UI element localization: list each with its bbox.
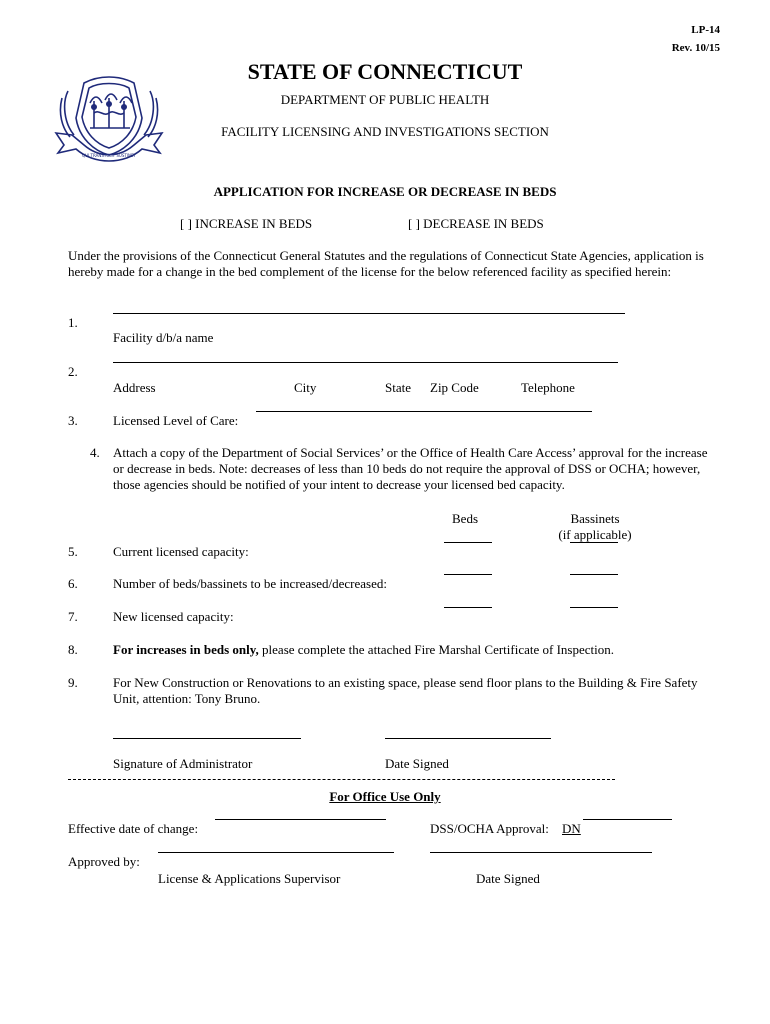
intro-paragraph: Under the provisions of the Connecticut General Statutes and the regulations of Connecticut State Agencies, application is hereby made for a change in the bed complement of the license for the below referenced facility as specified herein: <box>68 248 704 279</box>
form-number: LP-14 <box>691 24 720 36</box>
current-beds-field[interactable] <box>444 542 492 543</box>
state-label: State <box>385 380 411 395</box>
connecticut-seal-icon <box>54 73 164 168</box>
effective-date-field[interactable] <box>215 819 386 820</box>
telephone-label: Telephone <box>521 380 575 395</box>
office-date-field[interactable] <box>430 852 652 853</box>
increase-beds-checkbox[interactable]: [ ] INCREASE IN BEDS <box>180 216 313 231</box>
facility-label: Facility d/b/a name <box>113 330 214 345</box>
address-field[interactable] <box>113 362 618 363</box>
item8-emphasis: For increases in beds only, <box>113 642 259 657</box>
new-capacity-label: New licensed capacity: <box>113 609 234 624</box>
date-signed-label: Date Signed <box>385 756 449 771</box>
item-number: 7. <box>68 609 78 624</box>
column-bassinets-note: (if applicable) <box>558 527 632 542</box>
item-number: 4. <box>90 445 100 460</box>
item-number: 3. <box>68 413 78 428</box>
item8-text <box>113 642 614 658</box>
facility-name-field[interactable] <box>113 313 625 314</box>
change-beds-field[interactable] <box>444 574 492 575</box>
dss-approval-label: DSS/OCHA Approval: <box>430 821 549 836</box>
level-of-care-label: Licensed Level of Care: <box>113 413 239 428</box>
new-bassinets-field[interactable] <box>570 607 618 608</box>
item9-text: For New Construction or Renovations to an existing space, please send floor plans to the Building & Fire Safety Unit, attention: Tony Bruno. <box>113 675 698 706</box>
supervisor-label: License & Applications Supervisor <box>158 871 341 886</box>
approved-by-label: Approved by: <box>68 854 140 869</box>
form-title: APPLICATION FOR INCREASE OR DECREASE IN BEDS <box>213 184 557 199</box>
department-name: DEPARTMENT OF PUBLIC HEALTH <box>280 92 490 107</box>
administrator-signature-label: Signature of Administrator <box>113 756 253 771</box>
item-number: 2. <box>68 364 78 379</box>
form-revision: Rev. 10/15 <box>671 42 720 54</box>
separator-line <box>68 779 615 780</box>
zip-label: Zip Code <box>430 380 479 395</box>
administrator-signature-field[interactable] <box>113 738 301 739</box>
state-title: STATE OF CONNECTICUT <box>247 59 523 84</box>
item8-rest: please complete the attached Fire Marshal Certificate of Inspection. <box>258 642 614 657</box>
column-bassinets: Bassinets <box>570 511 620 526</box>
column-beds: Beds <box>452 511 478 526</box>
item-number: 8. <box>68 642 78 657</box>
level-of-care-field[interactable] <box>256 411 592 412</box>
current-bassinets-field[interactable] <box>570 542 618 543</box>
address-label: Address <box>113 380 156 395</box>
effective-date-label: Effective date of change: <box>68 821 199 836</box>
item4-text: Attach a copy of the Department of Social Services’ or the Office of Health Care Access’ approval for the increase or decrease in beds. Note: decreases of less than 10 beds do not require the approval of DSS or OCHA; however, those agencies should be notified of your intent to decrease your licensed bed capacity. <box>113 445 708 492</box>
item-number: 1. <box>68 315 78 330</box>
decrease-beds-checkbox[interactable]: [ ] DECREASE IN BEDS <box>408 216 544 231</box>
item-number: 5. <box>68 544 78 559</box>
dss-approval-prefix: DN <box>562 821 581 836</box>
seal-motto: QUI TRANSTULIT SUSTINET <box>82 153 136 158</box>
supervisor-signature-field[interactable] <box>158 852 394 853</box>
office-date-label: Date Signed <box>476 871 540 886</box>
change-count-label: Number of beds/bassinets to be increased/decreased: <box>113 576 387 591</box>
date-signed-field[interactable] <box>385 738 551 739</box>
current-capacity-label: Current licensed capacity: <box>113 544 249 559</box>
dss-approval-field[interactable] <box>583 819 672 820</box>
city-label: City <box>294 380 317 395</box>
section-name: FACILITY LICENSING AND INVESTIGATIONS SECTION <box>221 124 549 139</box>
office-use-title: For Office Use Only <box>329 789 441 804</box>
item-number: 9. <box>68 675 78 690</box>
item-number: 6. <box>68 576 78 591</box>
new-beds-field[interactable] <box>444 607 492 608</box>
change-bassinets-field[interactable] <box>570 574 618 575</box>
